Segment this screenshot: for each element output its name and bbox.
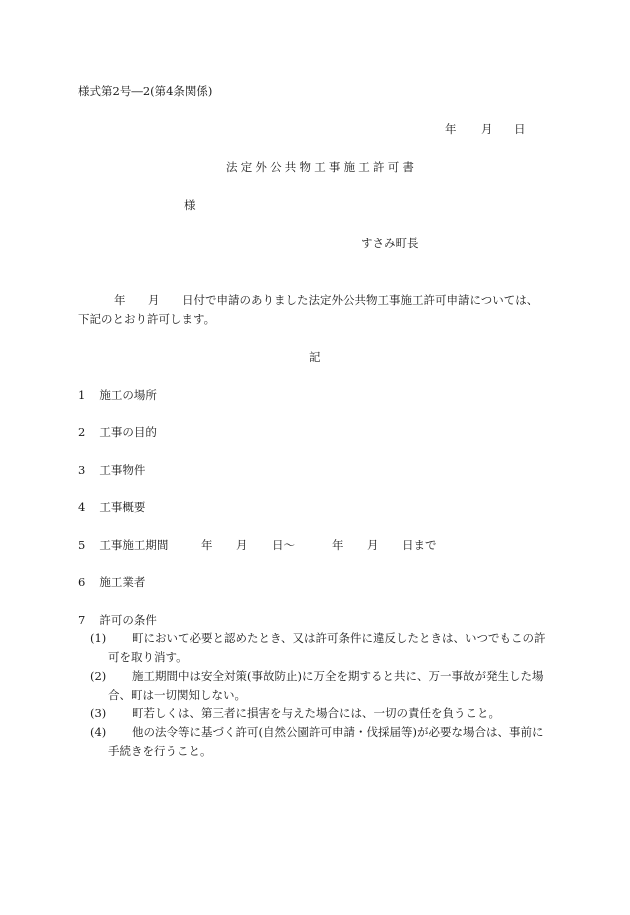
item-label: 工事の目的 xyxy=(99,425,157,439)
item-7 xyxy=(78,613,157,627)
condition-4-number: (4) xyxy=(90,725,107,739)
addressee-suffix: 様 xyxy=(184,198,196,212)
item-number: 4 xyxy=(78,500,86,514)
item-3 xyxy=(78,463,145,477)
item-6 xyxy=(78,575,145,589)
date-month: 月 xyxy=(481,122,493,136)
body-month: 月 xyxy=(148,293,160,307)
date-day: 日 xyxy=(514,122,526,136)
date-year: 年 xyxy=(445,122,457,136)
condition-3-line1: 町若しくは、第三者に損害を与えた場合には、一切の責任を負うこと。 xyxy=(132,706,500,720)
item-label: 施工業者 xyxy=(99,575,146,589)
condition-4-line1: 他の法令等に基づく許可(自然公園許可申請・伐採届等)が必要な場合は、事前に xyxy=(132,725,544,739)
condition-2-number: (2) xyxy=(90,669,107,683)
body-line1: 日付で申請のありました法定外公共物工事施工許可申請については、 xyxy=(182,293,539,307)
body-line2: 下記のとおり許可します。 xyxy=(78,312,216,326)
period-month-end: 月 xyxy=(367,538,379,552)
condition-4-line2: 手続きを行うこと。 xyxy=(108,744,212,758)
item-1 xyxy=(78,388,157,402)
item-4 xyxy=(78,500,145,514)
item-label: 工事概要 xyxy=(99,500,146,514)
item-label: 施工の場所 xyxy=(99,388,157,402)
item-label: 工事物件 xyxy=(99,463,146,477)
period-year-start: 年 xyxy=(201,538,213,552)
item-5 xyxy=(78,538,168,552)
item-label: 工事施工期間 xyxy=(99,538,169,552)
item-number: 6 xyxy=(78,575,86,589)
body-year: 年 xyxy=(114,293,126,307)
form-label: 様式第2号―2(第4条関係) xyxy=(78,84,213,98)
item-2 xyxy=(78,425,157,439)
period-month-start: 月 xyxy=(236,538,248,552)
item-number: 1 xyxy=(78,388,86,402)
period-day-start: 日～ xyxy=(272,538,295,552)
page-title: 法定外公共物工事施工許可書 xyxy=(226,160,418,174)
item-label: 許可の条件 xyxy=(99,613,157,627)
condition-3-number: (3) xyxy=(90,706,107,720)
issuer: すさみ町長 xyxy=(361,236,419,250)
period-year-end: 年 xyxy=(332,538,344,552)
item-number: 7 xyxy=(78,613,86,627)
item-number: 5 xyxy=(78,538,86,552)
condition-2-line1: 施工期間中は安全対策(事故防止)に万全を期すると共に、万一事故が発生した場 xyxy=(132,669,544,683)
period-day-end: 日まで xyxy=(402,538,437,552)
item-number: 2 xyxy=(78,425,86,439)
condition-2-line2: 合、町は一切関知しない。 xyxy=(108,688,246,702)
item-number: 3 xyxy=(78,463,86,477)
condition-1-line2: 可を取り消す。 xyxy=(108,650,188,664)
condition-1-number: (1) xyxy=(90,631,107,645)
condition-1-line1: 町において必要と認めたとき、又は許可条件に違反したときは、いつでもこの許 xyxy=(132,631,546,645)
ki-label: 記 xyxy=(309,350,321,364)
date-header xyxy=(445,122,457,136)
